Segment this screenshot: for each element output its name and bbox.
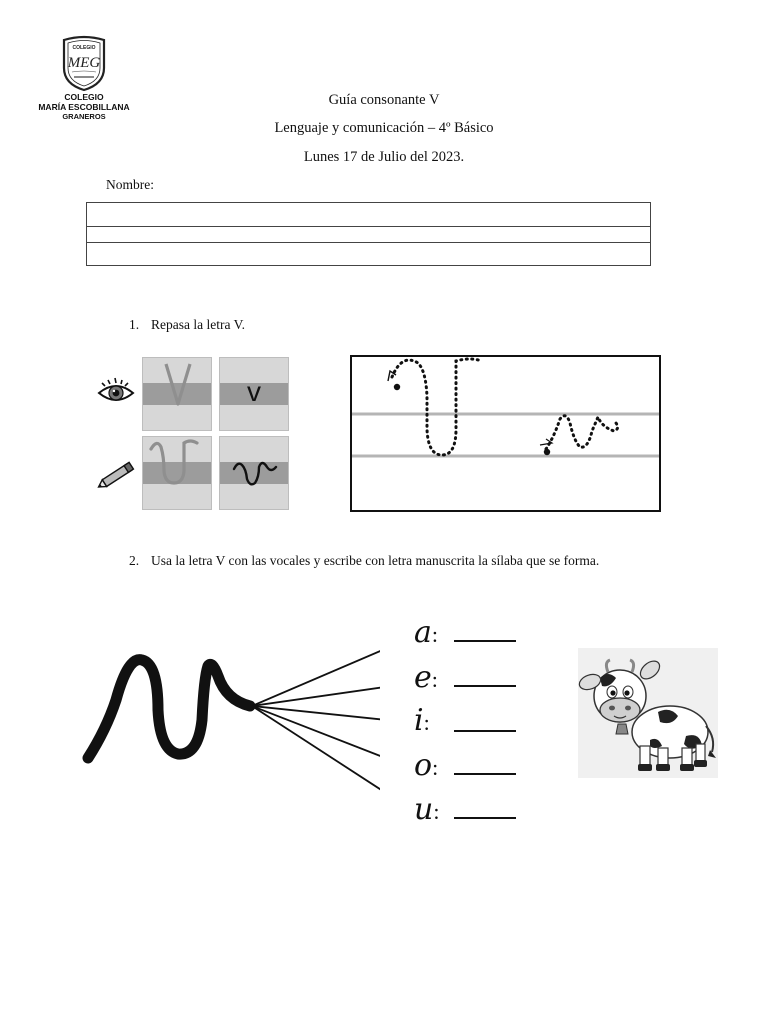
answer-line-o[interactable] bbox=[454, 773, 516, 775]
name-row[interactable] bbox=[87, 243, 650, 265]
arrow-to-o bbox=[252, 706, 380, 766]
arrow-to-u bbox=[252, 706, 380, 806]
name-label: Nombre: bbox=[106, 177, 154, 192]
school-crest-icon bbox=[56, 34, 112, 92]
cursive-v-with-arrows bbox=[80, 610, 380, 830]
eye-icon bbox=[96, 376, 136, 413]
vowel-row-e: e: bbox=[414, 660, 438, 695]
arrow-to-e bbox=[252, 684, 380, 706]
v-uppercase-shape bbox=[143, 358, 212, 431]
logo-line-colegio: COLEGIO bbox=[64, 92, 104, 102]
answer-line-e[interactable] bbox=[454, 685, 516, 687]
vowel-row-u: u: bbox=[414, 792, 440, 827]
answer-line-u[interactable] bbox=[454, 817, 516, 819]
cursive-v-uppercase-shape bbox=[143, 437, 212, 510]
name-field-box[interactable] bbox=[86, 202, 651, 266]
cursive-v-lowercase-shape bbox=[220, 437, 289, 510]
print-letter-v: v bbox=[247, 376, 261, 407]
tracing-practice-box[interactable] bbox=[350, 355, 661, 512]
tile-print-uppercase bbox=[142, 357, 212, 431]
dotted-cursive-V bbox=[388, 359, 482, 455]
pencil-icon bbox=[94, 459, 140, 496]
page-date: Lunes 17 de Julio del 2023. bbox=[303, 149, 465, 165]
svg-text:COLEGIO: COLEGIO bbox=[72, 45, 96, 51]
page-title: Guía consonante V bbox=[328, 92, 440, 108]
name-row[interactable] bbox=[87, 227, 650, 243]
svg-text:MEG: MEG bbox=[67, 55, 101, 71]
vowel-row-a: a: bbox=[414, 615, 439, 650]
vowel-row-o: o: bbox=[414, 748, 439, 783]
exercise-1-instruction: 1. Repasa la letra V. bbox=[129, 317, 245, 332]
logo-line-name: MARÍA ESCOBILLANA bbox=[38, 102, 130, 112]
cow-icon bbox=[578, 648, 718, 778]
name-row[interactable] bbox=[87, 203, 650, 227]
tile-cursive-lowercase bbox=[219, 436, 289, 510]
exercise-2-instruction: 2. Usa la letra V con las vocales y escribe con letra manuscrita la sílaba que se forma. bbox=[129, 553, 600, 568]
tile-cursive-uppercase bbox=[142, 436, 212, 510]
dotted-cursive-v bbox=[540, 416, 618, 455]
big-cursive-v bbox=[88, 660, 250, 758]
page-subtitle: Lenguaje y comunicación – 4º Básico bbox=[274, 120, 494, 136]
tile-print-lowercase bbox=[219, 357, 289, 431]
answer-line-a[interactable] bbox=[454, 640, 516, 642]
vowel-row-i: i: bbox=[414, 703, 430, 738]
logo-line-city: GRANEROS bbox=[62, 112, 106, 121]
answer-line-i[interactable] bbox=[454, 730, 516, 732]
